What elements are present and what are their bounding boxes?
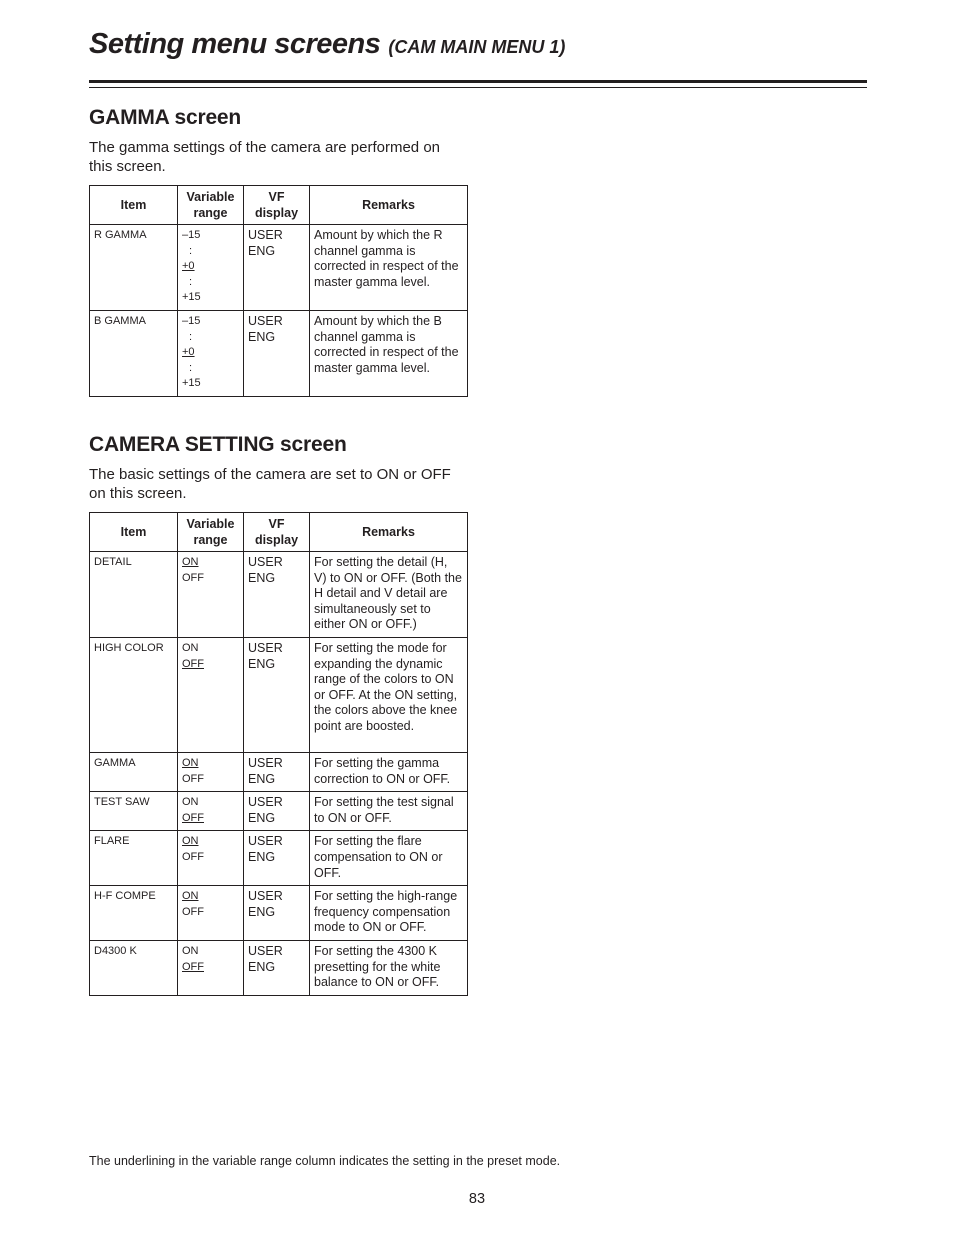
table-header-row xyxy=(90,513,468,552)
row-item: FLARE xyxy=(90,831,178,886)
table-row xyxy=(90,225,468,311)
page-subtitle: (CAM MAIN MENU 1) xyxy=(388,37,566,57)
row-item: TEST SAW xyxy=(90,792,178,831)
col-header-remarks: Remarks xyxy=(310,513,468,552)
row-vf: USER ENG xyxy=(244,886,310,941)
row-remarks: For setting the mode for expanding the dynamic range of the colors to ON or OFF. At the ON setting, the colors above the knee point are boosted. xyxy=(310,637,468,752)
row-vf: USER ENG xyxy=(244,940,310,995)
table-row xyxy=(90,831,468,886)
row-range: –15 : +0 : +15 xyxy=(178,310,244,396)
row-remarks: For setting the detail (H, V) to ON or OFF. (Both the H detail and V detail are simultaneously set to either ON or OFF.) xyxy=(310,552,468,638)
table-row xyxy=(90,792,468,831)
gamma-table xyxy=(89,185,468,397)
table-header-row xyxy=(90,186,468,225)
row-range: ON OFF xyxy=(178,886,244,941)
table-row xyxy=(90,940,468,995)
row-item: H-F COMPE xyxy=(90,886,178,941)
header-rule-thick xyxy=(89,80,867,83)
page-header xyxy=(89,28,867,61)
row-remarks: For setting the 4300 K presetting for the white balance to ON or OFF. xyxy=(310,940,468,995)
col-header-remarks: Remarks xyxy=(310,186,468,225)
table-row xyxy=(90,637,468,752)
row-vf: USER ENG xyxy=(244,792,310,831)
row-vf: USER ENG xyxy=(244,637,310,752)
gamma-intro: The gamma settings of the camera are performed on this screen. xyxy=(89,139,441,175)
footnote: The underlining in the variable range column indicates the setting in the preset mode. xyxy=(89,1154,561,1168)
row-remarks: For setting the test signal to ON or OFF. xyxy=(310,792,468,831)
preset-value: +0 xyxy=(182,346,195,359)
preset-value: OFF xyxy=(182,811,204,824)
row-remarks: For setting the high-range frequency compensation mode to ON or OFF. xyxy=(310,886,468,941)
page-number: 83 xyxy=(468,1191,486,1207)
preset-value: ON xyxy=(182,556,199,568)
row-remarks: Amount by which the B channel gamma is corrected in respect of the master gamma level. xyxy=(310,310,468,396)
col-header-vf: VF display xyxy=(244,186,310,225)
row-item: D4300 K xyxy=(90,940,178,995)
preset-value: +0 xyxy=(182,260,195,273)
row-range: –15 : +0 : +15 xyxy=(178,225,244,311)
table-row xyxy=(90,752,468,791)
table-row xyxy=(90,310,468,396)
row-remarks: For setting the gamma correction to ON or OFF. xyxy=(310,752,468,791)
row-range: ON OFF xyxy=(178,940,244,995)
col-header-range: Variable range xyxy=(178,186,244,225)
row-range: ON OFF xyxy=(178,552,244,638)
row-range: ON OFF xyxy=(178,831,244,886)
col-header-vf: VF display xyxy=(244,513,310,552)
preset-value: ON xyxy=(182,835,199,848)
row-range: ON OFF xyxy=(178,637,244,752)
preset-value: ON xyxy=(182,756,199,769)
preset-value: OFF xyxy=(182,960,204,973)
row-vf: USER ENG xyxy=(244,225,310,311)
row-range: ON OFF xyxy=(178,792,244,831)
col-header-item: Item xyxy=(90,513,178,552)
gamma-section xyxy=(89,106,467,397)
row-remarks: Amount by which the R channel gamma is corrected in respect of the master gamma level. xyxy=(310,225,468,311)
page-title: Setting menu screens xyxy=(89,28,381,60)
row-remarks: For setting the flare compensation to ON or OFF. xyxy=(310,831,468,886)
row-vf: USER ENG xyxy=(244,552,310,638)
table-row xyxy=(90,552,468,638)
camera-setting-section xyxy=(89,433,467,996)
table-row xyxy=(90,886,468,941)
row-item: DETAIL xyxy=(90,552,178,638)
camera-setting-heading: CAMERA SETTING screen xyxy=(89,433,347,456)
col-header-range: Variable range xyxy=(178,513,244,552)
row-item: B GAMMA xyxy=(90,310,178,396)
row-range: ON OFF xyxy=(178,752,244,791)
gamma-heading: GAMMA screen xyxy=(89,106,242,129)
preset-value: ON xyxy=(182,890,199,903)
row-vf: USER ENG xyxy=(244,310,310,396)
col-header-item: Item xyxy=(90,186,178,225)
preset-value: OFF xyxy=(182,657,204,670)
row-item: R GAMMA xyxy=(90,225,178,311)
header-rule-thin xyxy=(89,87,867,88)
camera-setting-intro: The basic settings of the camera are set to ON or OFF on this screen. xyxy=(89,466,451,502)
camera-setting-table xyxy=(89,512,468,996)
row-vf: USER ENG xyxy=(244,831,310,886)
row-vf: USER ENG xyxy=(244,752,310,791)
row-item: HIGH COLOR xyxy=(90,637,178,752)
row-item: GAMMA xyxy=(90,752,178,791)
